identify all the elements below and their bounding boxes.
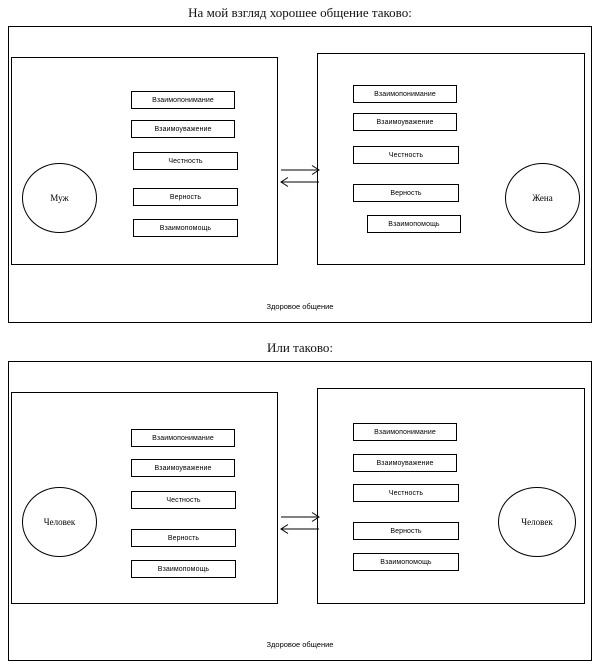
diagram-2-left-value-box: [131, 491, 236, 509]
diagram-1-left-value-label: Честность: [168, 157, 203, 165]
diagram-2-right-value-label: Честность: [388, 489, 424, 497]
diagram-1-right-value-box: [353, 184, 459, 202]
diagram-2-right-value-box: [353, 484, 459, 502]
diagram-1-left-value-box: [131, 91, 235, 109]
diagram-2-right-value-box: [353, 553, 459, 571]
diagram-1-left-value-box: [133, 188, 238, 206]
diagram-2-left-value-box: [131, 529, 236, 547]
diagram-2-left-actor: [22, 487, 97, 557]
diagram-2-container: [8, 361, 592, 661]
diagram-1-right-value-box: [353, 113, 457, 131]
diagram-2-left-value-label: Взаимоуважение: [154, 464, 212, 472]
diagram-1-right-value-box: [353, 85, 457, 103]
diagram-1-left-value-box: [131, 120, 235, 138]
diagram-2-right-value-label: Взаимопомощь: [380, 558, 432, 566]
diagram-1-right-value-label: Верность: [390, 189, 422, 197]
diagram-1-left-value-label: Верность: [169, 193, 202, 201]
diagram-2-left-value-box: [131, 459, 235, 477]
diagram-2-right-actor: [498, 487, 576, 557]
diagram-2-right-value-label: Верность: [390, 527, 422, 535]
diagram-2-right-value-box: [353, 423, 457, 441]
diagram-1-right-value-label: Честность: [388, 151, 424, 159]
diagram-2-connector-arrow: [277, 508, 323, 536]
diagram-2-left-value-label: Взаимопомощь: [157, 565, 210, 573]
diagram-1-container: [8, 26, 592, 323]
diagram-1-right-value-label: Взаимопонимание: [374, 90, 436, 98]
diagram-1-right-actor: [505, 163, 580, 233]
diagram-1-right-value-label: Взаимопомощь: [388, 220, 440, 228]
diagram-1-left-value-box: [133, 219, 238, 237]
diagram-1-footer-label: Здоровое общение: [266, 302, 334, 311]
diagram-1-right-actor-label: Жена: [532, 193, 553, 203]
diagram-1-left-value-label: Взаимопонимание: [152, 96, 214, 104]
caption-first: На мой взгляд хорошее общение таково:: [188, 5, 412, 20]
diagram-1-left-value-box: [133, 152, 238, 170]
diagram-1-left-actor-label: Муж: [50, 193, 69, 203]
diagram-1-right-value-box: [353, 146, 459, 164]
caption-second: Или таково:: [266, 340, 333, 355]
diagram-2-left-value-box: [131, 560, 236, 578]
diagram-1-right-value-box: [367, 215, 461, 233]
diagram-1-connector-arrow: [277, 161, 323, 189]
diagram-1-left-value-label: Взаимопомощь: [159, 224, 212, 232]
diagram-1-left-value-label: Взаимоуважение: [154, 125, 212, 133]
diagram-2-left-value-label: Взаимопонимание: [152, 434, 214, 442]
diagram-1-left-actor: [22, 163, 97, 233]
diagram-2-left-value-box: [131, 429, 235, 447]
diagram-2-footer-label: Здоровое общение: [266, 640, 334, 649]
diagram-2-left-value-label: Честность: [166, 496, 201, 504]
diagram-2-left-value-label: Верность: [167, 534, 200, 542]
diagram-2-left-actor-label: Человек: [43, 517, 76, 527]
diagram-2-right-value-label: Взаимоуважение: [376, 459, 434, 467]
diagram-1-right-value-label: Взаимоуважение: [376, 118, 434, 126]
diagram-2-right-value-box: [353, 454, 457, 472]
diagram-2-right-value-label: Взаимопонимание: [374, 428, 436, 436]
diagram-2-right-value-box: [353, 522, 459, 540]
diagram-2-right-actor-label: Человек: [521, 517, 553, 527]
